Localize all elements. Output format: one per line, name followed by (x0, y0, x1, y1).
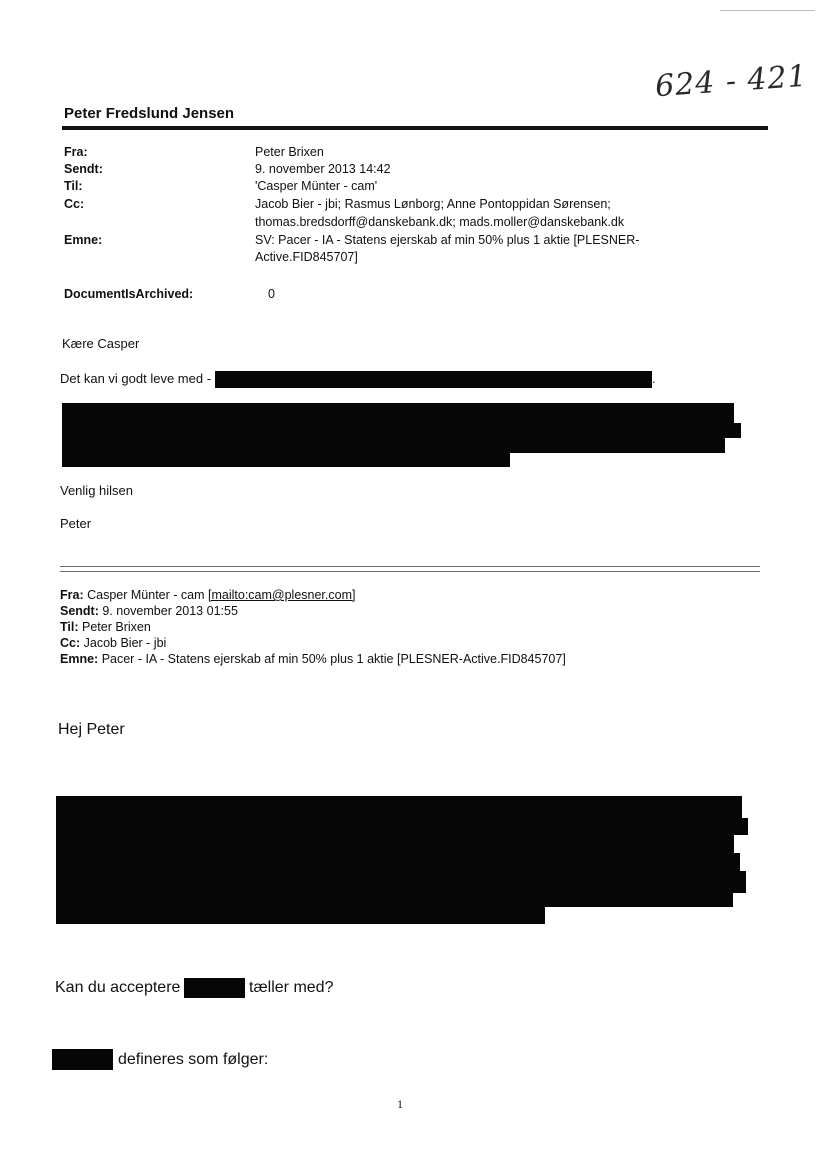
forwarded-to (60, 619, 151, 635)
forwarded-cc-value: Jacob Bier - jbi (83, 636, 167, 650)
redaction-block (184, 978, 245, 998)
reply-line-1-suffix: . (652, 371, 656, 386)
handwritten-annotation: 624 - 421 (653, 58, 809, 105)
question-suffix: tæller med? (249, 979, 334, 996)
header-rule (62, 126, 768, 130)
from-label: Fra: (64, 145, 88, 159)
forwarded-sent-value: 9. november 2013 01:55 (102, 604, 238, 618)
scan-edge-line (720, 10, 815, 11)
forwarded-to-label: Til: (60, 620, 79, 634)
forwarded-subject-label: Emne: (60, 652, 99, 666)
redaction-block (62, 453, 510, 467)
redaction-block (56, 893, 733, 907)
redaction-block (56, 818, 748, 835)
archived-label: DocumentIsArchived: (64, 287, 194, 301)
redaction-block (62, 423, 741, 438)
cc-line-2: thomas.bredsdorff@danskebank.dk; mads.moller@danskebank.dk (255, 215, 625, 229)
from-value: Peter Brixen (255, 145, 324, 159)
forwarded-cc-label: Cc: (60, 636, 81, 650)
redaction-block (56, 835, 734, 853)
question-prefix: Kan du acceptere (55, 979, 181, 996)
document-owner-name: Peter Fredslund Jensen (64, 105, 235, 122)
message-greeting: Hej Peter (58, 721, 125, 738)
redaction-block (52, 1049, 113, 1070)
cc-label: Cc: (64, 197, 85, 211)
subject-label: Emne: (64, 233, 103, 247)
forwarded-from-label: Fra: (60, 588, 84, 602)
forwarded-subject (60, 651, 566, 667)
forwarded-subject-value: Pacer - IA - Statens ejerskab af min 50% plus 1 aktie [PLESNER-Active.FID845707] (101, 652, 566, 666)
redaction-block (56, 796, 742, 818)
archived-value: 0 (268, 287, 275, 301)
sent-value: 9. november 2013 14:42 (255, 162, 391, 176)
subject-line-1: SV: Pacer - IA - Statens ejerskab af min 50% plus 1 aktie [PLESNER- (255, 233, 640, 247)
redaction-block (56, 853, 740, 871)
page-number: 1 (397, 1097, 403, 1111)
to-value: 'Casper Münter - cam' (255, 179, 378, 193)
cc-line-1: Jacob Bier - jbi; Rasmus Lønborg; Anne Pontoppidan Sørensen; (255, 197, 611, 211)
reply-greeting: Kære Casper (62, 336, 140, 351)
redaction-block (56, 907, 545, 924)
sent-label: Sendt: (64, 162, 103, 176)
forwarded-from (60, 587, 355, 603)
reply-line-1-prefix: Det kan vi godt leve med - (60, 371, 212, 386)
mailto-link[interactable]: [mailto:cam@plesner.com] (208, 588, 356, 602)
redaction-block (56, 871, 746, 893)
reply-signature: Peter (60, 516, 92, 531)
redaction-block (215, 371, 652, 388)
forwarded-sent (60, 603, 238, 619)
forwarded-sent-label: Sendt: (60, 604, 99, 618)
redaction-block (62, 438, 725, 453)
redaction-block (62, 403, 734, 423)
to-label: Til: (64, 179, 83, 193)
forwarded-from-value: Casper Münter - cam (87, 588, 205, 602)
subject-line-2: Active.FID845707] (255, 250, 358, 264)
reply-closing: Venlig hilsen (60, 483, 133, 498)
forwarded-to-value: Peter Brixen (82, 620, 151, 634)
forwarded-cc (60, 635, 166, 651)
definition-suffix: defineres som følger: (118, 1051, 269, 1068)
message-separator (60, 566, 760, 572)
